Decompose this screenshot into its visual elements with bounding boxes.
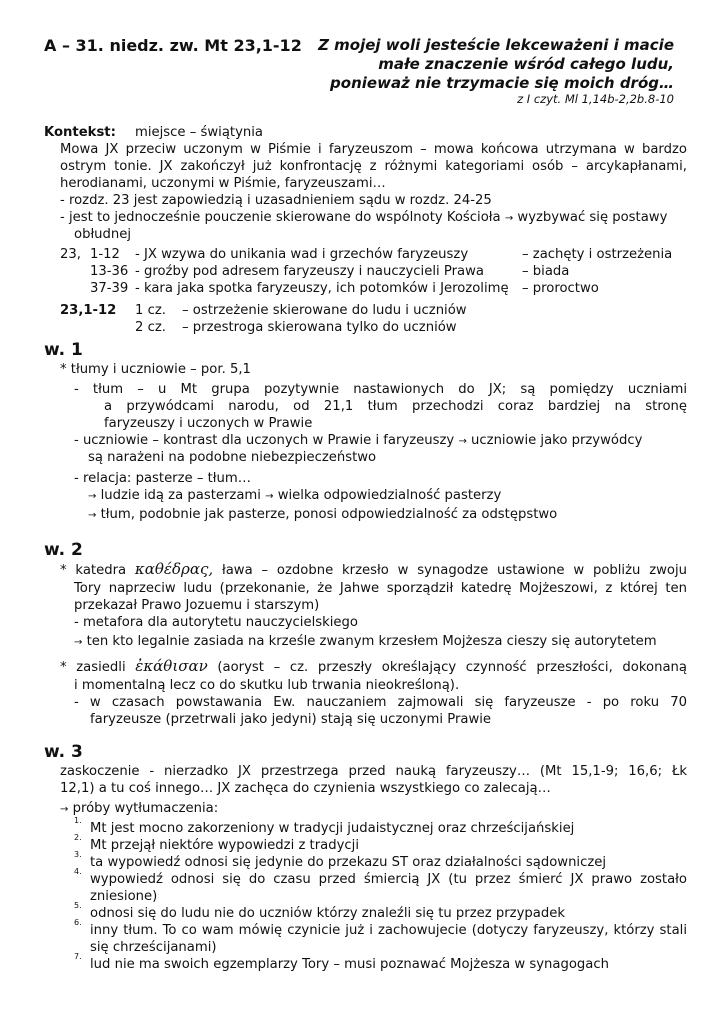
motto-line: małe znaczenie wśród całego ludu,: [378, 55, 674, 73]
list-item: Mt przejął niektóre wypowiedzi z tradycji: [90, 838, 359, 853]
w1-arrow-text: wielka odpowiedzialność pasterzy: [277, 488, 502, 503]
w3-para-line: zaskoczenie - nierzadko JX przestrzega przed nauką faryzeuszy… (Mt 15,1-9; 16,6; Łk: [60, 764, 687, 779]
section-heading: w. 2: [44, 540, 83, 560]
part-label: 2 cz.: [135, 320, 166, 335]
w1-star: * tłumy i uczniowie – por. 5,1: [60, 362, 251, 377]
arrow-icon: →: [265, 491, 274, 502]
part-text: – ostrzeżenie skierowane do ludu i uczniów: [182, 303, 467, 318]
part-text: – przestroga skierowana tylko do uczniów: [182, 320, 457, 335]
kontekst-para-line: ostrym tonie. JX zakończył już konfrontację z różnymi kategoriami osób – arcykapłanami,: [60, 159, 687, 174]
list-item: Mt jest mocno zakorzeniony w tradycji judaistycznej oraz chrześcijańskiej: [90, 821, 575, 836]
w3-proby-text: próby wytłumaczenia:: [72, 801, 219, 816]
greek-word: ἐκάθισαν: [135, 657, 208, 675]
w1-uczniowie-text: uczniowie jako przywódcy: [471, 433, 643, 448]
w2-katedra-line: przekazał Prawo Jozuemu i starszym): [74, 598, 320, 613]
arrow-icon: →: [88, 510, 97, 521]
w3-proby: [60, 800, 218, 818]
w1-arrow-line: [88, 506, 557, 524]
table-cell-vv: 13-36: [90, 264, 129, 279]
w1-relacja: - relacja: pasterze – tłum…: [74, 471, 251, 486]
section-heading: w. 1: [44, 340, 83, 360]
list-item: wypowiedź odnosi się do czasu przed śmiercią JX (tu przez śmierć JX prawo zostało: [90, 872, 687, 887]
motto-line: Z mojej woli jesteście lekceważeni i macie: [318, 36, 674, 54]
w3-para-line: 12,1) a tu coś innego… JX zachęca do czynienia wszystkiego co zalecają…: [60, 781, 551, 796]
table-cell-desc: - kara jaka spotka faryzeuszy, ich potomków i Jerozolimę: [135, 281, 509, 296]
greek-word: καθέδρας,: [134, 560, 214, 578]
list-number: 4.: [74, 867, 82, 876]
kontekst-para-line: herodianami, uczonymi w Piśmie, faryzeuszami…: [60, 176, 386, 191]
w2-arrow-line: [74, 633, 657, 651]
table-cell-ch: 23,: [60, 247, 81, 262]
table-cell-vv: 37-39: [90, 281, 129, 296]
arrow-icon: →: [458, 436, 467, 447]
kontekst-bullet-cont: obłudnej: [74, 227, 132, 242]
w2-katedra-text: * katedra: [60, 563, 127, 578]
kontekst-bullet: - rozdz. 23 jest zapowiedzią i uzasadnieniem sądu w rozdz. 24-25: [60, 193, 492, 208]
arrow-icon: →: [504, 213, 514, 224]
page-title: A – 31. niedz. zw. Mt 23,1-12: [44, 36, 302, 55]
w2-czasy-line: faryzeusze (przetrwali jako jedyni) stają się uczonymi Prawie: [90, 712, 492, 727]
kontekst-bullet-text: wyzbywać się postawy: [517, 210, 668, 225]
w2-arrow-text: ten kto legalnie zasiada na krześle zwanym krzesłem Mojżesza cieszy się autorytetem: [86, 634, 657, 649]
list-item: lud nie ma swoich egzemplarzy Tory – musi poznawać Mojżesza w synagogach: [90, 957, 609, 972]
list-item: odnosi się do ludu nie do uczniów którzy znaleźli się tu przez przypadek: [90, 906, 565, 921]
section-heading: w. 3: [44, 742, 83, 762]
list-item: inny tłum. To co wam mówię czynicie już i zachowujecie (dotyczy faryzeuszy, którzy stali: [90, 923, 687, 938]
motto-line: ponieważ nie trzymacie się moich dróg…: [330, 74, 674, 92]
w2-metafora: - metafora dla autorytetu nauczycielskiego: [74, 615, 358, 630]
parts-ref: 23,1-12: [60, 303, 117, 318]
table-cell-vv: 1-12: [90, 247, 120, 262]
table-cell-desc: - JX wzywa do unikania wad i grzechów faryzeuszy: [135, 247, 469, 262]
part-label: 1 cz.: [135, 303, 166, 318]
list-number: 6.: [74, 918, 82, 927]
kontekst-bullet-text: - jest to jednocześnie pouczenie skierowane do wspólnoty Kościoła: [60, 210, 501, 225]
w1-tlum-line: - tłum – u Mt grupa pozytywnie nastawionych do JX; są pomiędzy uczniami: [74, 382, 687, 397]
table-cell-type: – proroctwo: [522, 281, 599, 296]
w1-uczniowie-cont: są narażeni na podobne niebezpieczeństwo: [88, 450, 377, 465]
w2-zasiedli-line: i momentalną lecz co do skutku lub trwania nieokreśloną).: [74, 678, 460, 693]
arrow-icon: →: [74, 637, 83, 648]
w2-zasiedli-text: * zasiedli: [60, 660, 126, 675]
w1-tlum-line: faryzeuszy i uczonych w Prawie: [104, 416, 313, 431]
arrow-icon: →: [60, 804, 69, 815]
w1-uczniowie-text: - uczniowie – kontrast dla uczonych w Prawie i faryzeuszy: [74, 433, 455, 448]
kontekst-place: miejsce – świątynia: [135, 125, 263, 140]
w2-katedra-line: Tory naprzeciw ludu (przekonanie, że Jahwe sporządził katedrę Mojżeszowi, z której ten: [74, 581, 687, 596]
list-number: 7.: [74, 952, 82, 961]
w2-zasiedli-text: (aoryst – cz. przeszły określający czynność przeszłości, dokonaną: [217, 660, 687, 675]
kontekst-para-line: Mowa JX przeciw uczonym w Piśmie i faryzeuszom – mowa końcowa utrzymana w bardzo: [60, 142, 687, 157]
arrow-icon: →: [88, 491, 97, 502]
w2-czasy-line: - w czasach powstawania Ew. nauczaniem zajmowali się faryzeusze - po roku 70: [74, 695, 687, 710]
list-number: 5.: [74, 901, 82, 910]
list-number: 2.: [74, 833, 82, 842]
w1-arrow-text: ludzie idą za pasterzami: [100, 488, 261, 503]
list-number: 1.: [74, 816, 82, 825]
kontekst-bullet: [60, 209, 667, 227]
motto-source: z I czyt. Ml 1,14b-2,2b.8-10: [517, 92, 674, 106]
kontekst-label: Kontekst:: [44, 125, 116, 140]
w1-arrow-line: [88, 487, 501, 505]
table-cell-desc: - groźby pod adresem faryzeuszy i nauczycieli Prawa: [135, 264, 484, 279]
list-item: ta wypowiedź odnosi się jedynie do przekazu ST oraz działalności sądowniczej: [90, 855, 607, 870]
table-cell-type: – zachęty i ostrzeżenia: [522, 247, 673, 262]
list-item-cont: zniesione): [90, 889, 158, 904]
w2-katedra-line: [60, 561, 687, 579]
w1-tlum-line: a przywódcami narodu, od 21,1 tłum przechodzi coraz bardziej na stronę: [104, 399, 687, 414]
w2-katedra-text: ława – ozdobne krzesło w synagodze ustawione w pobliżu zwoju: [221, 563, 687, 578]
table-cell-type: – biada: [522, 264, 570, 279]
list-number: 3.: [74, 850, 82, 859]
w2-zasiedli-line: [60, 658, 687, 676]
motto: [314, 36, 674, 93]
w1-arrow-text: tłum, podobnie jak pasterze, ponosi odpowiedzialność za odstępstwo: [100, 507, 558, 522]
list-item-cont: się chrześcijanami): [90, 940, 217, 955]
w1-uczniowie: [74, 432, 642, 450]
